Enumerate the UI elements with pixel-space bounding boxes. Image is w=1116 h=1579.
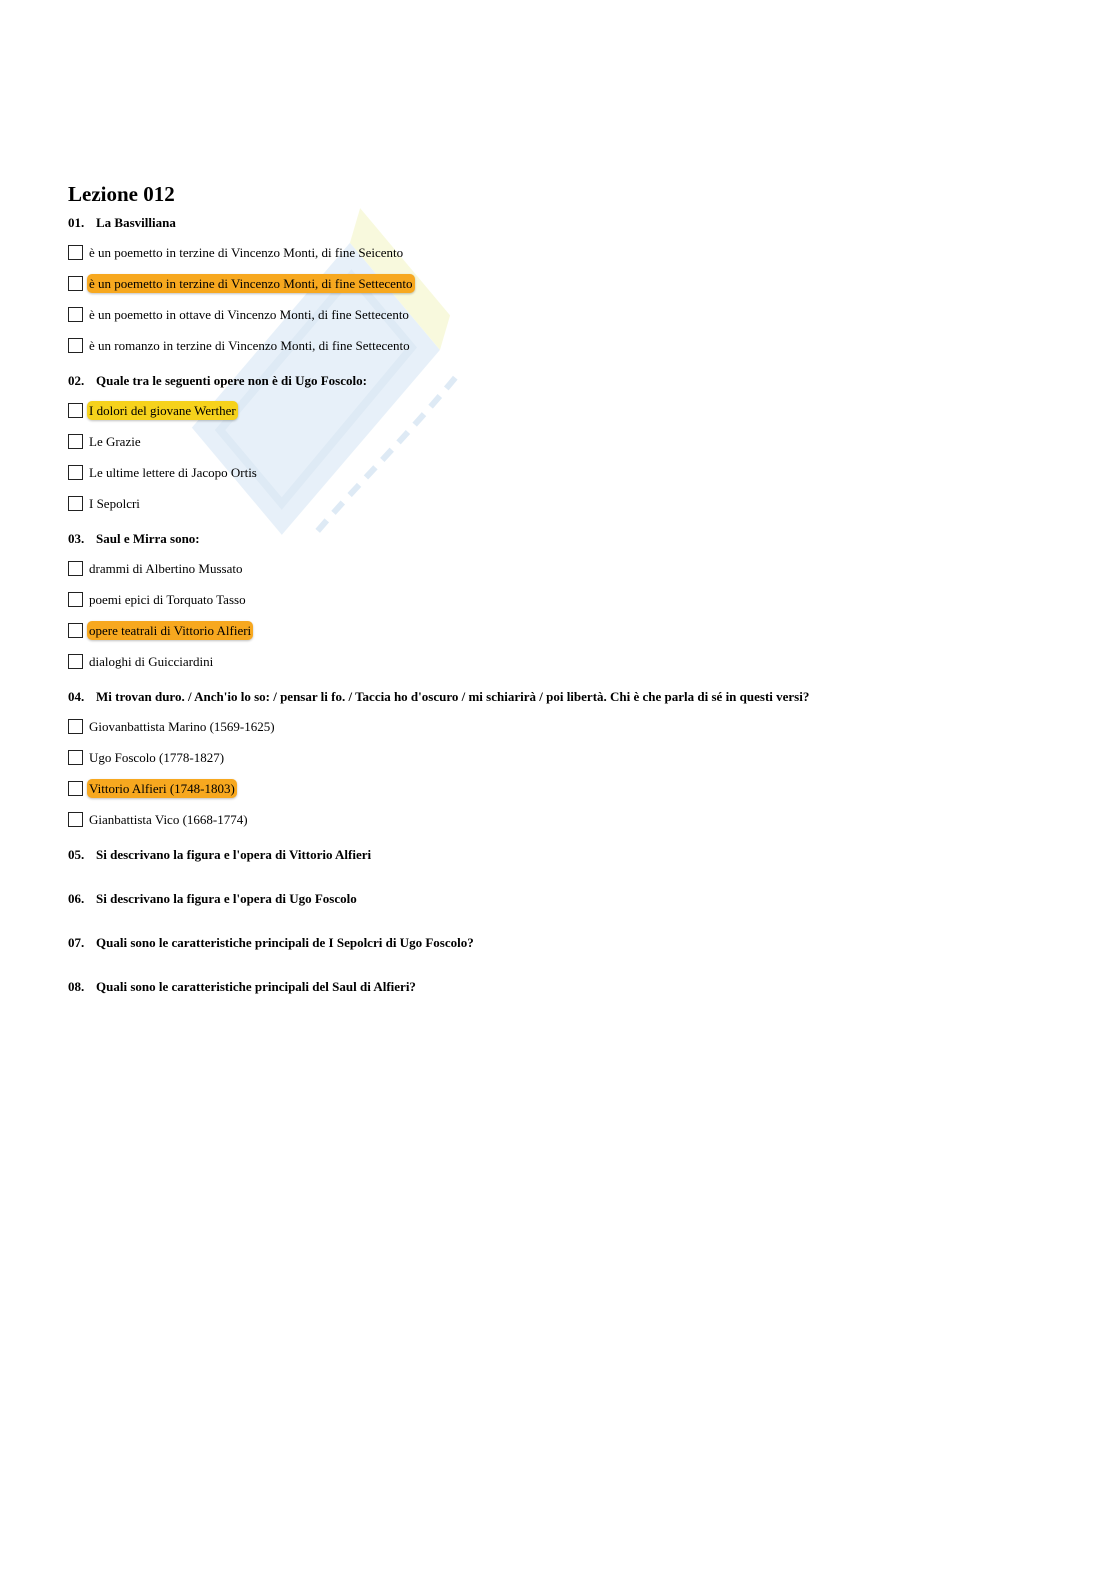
question-04 — [68, 688, 1048, 830]
question-text: Saul e Mirra sono: — [96, 531, 200, 546]
highlighted-answer-text: Vittorio Alfieri (1748-1803) — [89, 780, 235, 796]
question-heading — [68, 214, 1048, 232]
answer-option[interactable] — [68, 303, 1048, 325]
checkbox-icon[interactable] — [68, 654, 83, 669]
question-number: 02. — [68, 373, 85, 388]
highlighted-answer-text: I dolori del giovane Werther — [89, 402, 236, 418]
answer-text: è un romanzo in terzine di Vincenzo Monti, di fine Settecento — [89, 337, 410, 353]
question-heading — [68, 688, 1048, 706]
answer-option[interactable] — [68, 334, 1048, 356]
answer-text: drammi di Albertino Mussato — [89, 560, 243, 576]
answer-text: è un poemetto in terzine di Vincenzo Monti, di fine Seicento — [89, 244, 404, 260]
answer-text: dialoghi di Guicciardini — [89, 653, 214, 669]
answer-text: Ugo Foscolo (1778-1827) — [89, 749, 225, 765]
answer-option[interactable] — [68, 777, 1048, 799]
checkbox-icon[interactable] — [68, 750, 83, 765]
checkbox-icon[interactable] — [68, 307, 83, 322]
answer-option[interactable] — [68, 588, 1048, 610]
answer-option[interactable] — [68, 492, 1048, 514]
question-heading — [68, 846, 1048, 864]
question-02 — [68, 372, 1048, 514]
question-text: Mi trovan duro. / Anch'io lo so: / pensar li fo. / Taccia ho d'oscuro / mi schiarirà / poi libertà. Chi è che parla di sé in questi versi? — [96, 689, 810, 704]
checkbox-icon[interactable] — [68, 434, 83, 449]
checkbox-icon[interactable] — [68, 561, 83, 576]
checkbox-icon[interactable] — [68, 592, 83, 607]
question-number: 07. — [68, 935, 85, 950]
answer-option[interactable] — [68, 808, 1048, 830]
question-text: Quali sono le caratteristiche principali de I Sepolcri di Ugo Foscolo? — [96, 935, 474, 950]
question-heading — [68, 934, 1048, 952]
answer-option[interactable] — [68, 715, 1048, 737]
question-text: Quale tra le seguenti opere non è di Ugo Foscolo: — [96, 373, 367, 388]
checkbox-icon[interactable] — [68, 812, 83, 827]
question-text: Si descrivano la figura e l'opera di Vittorio Alfieri — [96, 847, 372, 862]
lesson-title: Lezione 012 — [68, 182, 175, 206]
answer-option[interactable] — [68, 461, 1048, 483]
highlighted-answer-text: opere teatrali di Vittorio Alfieri — [89, 622, 252, 638]
question-07 — [68, 934, 1048, 952]
question-06 — [68, 890, 1048, 908]
highlighted-answer-text: è un poemetto in terzine di Vincenzo Monti, di fine Settecento — [89, 275, 413, 291]
question-heading — [68, 890, 1048, 908]
checkbox-icon[interactable] — [68, 781, 83, 796]
checkbox-icon[interactable] — [68, 623, 83, 638]
answer-option[interactable] — [68, 650, 1048, 672]
checkbox-icon[interactable] — [68, 245, 83, 260]
answer-text: Giovanbattista Marino (1569-1625) — [89, 718, 275, 734]
question-number: 01. — [68, 215, 85, 230]
answer-text: è un poemetto in ottave di Vincenzo Monti, di fine Settecento — [89, 306, 409, 322]
answer-option[interactable] — [68, 272, 1048, 294]
answer-option[interactable] — [68, 619, 1048, 641]
question-number: 05. — [68, 847, 85, 862]
question-text: Quali sono le caratteristiche principali del Saul di Alfieri? — [96, 979, 416, 994]
question-03 — [68, 530, 1048, 672]
question-01 — [68, 214, 1048, 356]
answer-text: Le ultime lettere di Jacopo Ortis — [89, 464, 257, 480]
question-number: 08. — [68, 979, 85, 994]
question-text: La Basvilliana — [96, 215, 176, 230]
answer-text: poemi epici di Torquato Tasso — [89, 591, 246, 607]
question-number: 06. — [68, 891, 85, 906]
answer-option[interactable] — [68, 746, 1048, 768]
answer-text: Gianbattista Vico (1668-1774) — [89, 811, 248, 827]
question-text: Si descrivano la figura e l'opera di Ugo Foscolo — [96, 891, 357, 906]
question-number: 03. — [68, 531, 85, 546]
question-number: 04. — [68, 689, 85, 704]
checkbox-icon[interactable] — [68, 465, 83, 480]
question-08 — [68, 978, 1048, 996]
checkbox-icon[interactable] — [68, 403, 83, 418]
question-list — [68, 214, 1048, 996]
question-heading — [68, 978, 1048, 996]
checkbox-icon[interactable] — [68, 338, 83, 353]
answer-text: I Sepolcri — [89, 495, 140, 511]
checkbox-icon[interactable] — [68, 496, 83, 511]
checkbox-icon[interactable] — [68, 276, 83, 291]
answer-text: Le Grazie — [89, 433, 141, 449]
question-heading — [68, 530, 1048, 548]
answer-option[interactable] — [68, 399, 1048, 421]
checkbox-icon[interactable] — [68, 719, 83, 734]
document-page — [68, 180, 1048, 1022]
answer-option[interactable] — [68, 557, 1048, 579]
answer-option[interactable] — [68, 241, 1048, 263]
answer-option[interactable] — [68, 430, 1048, 452]
question-heading — [68, 372, 1048, 390]
question-05 — [68, 846, 1048, 864]
